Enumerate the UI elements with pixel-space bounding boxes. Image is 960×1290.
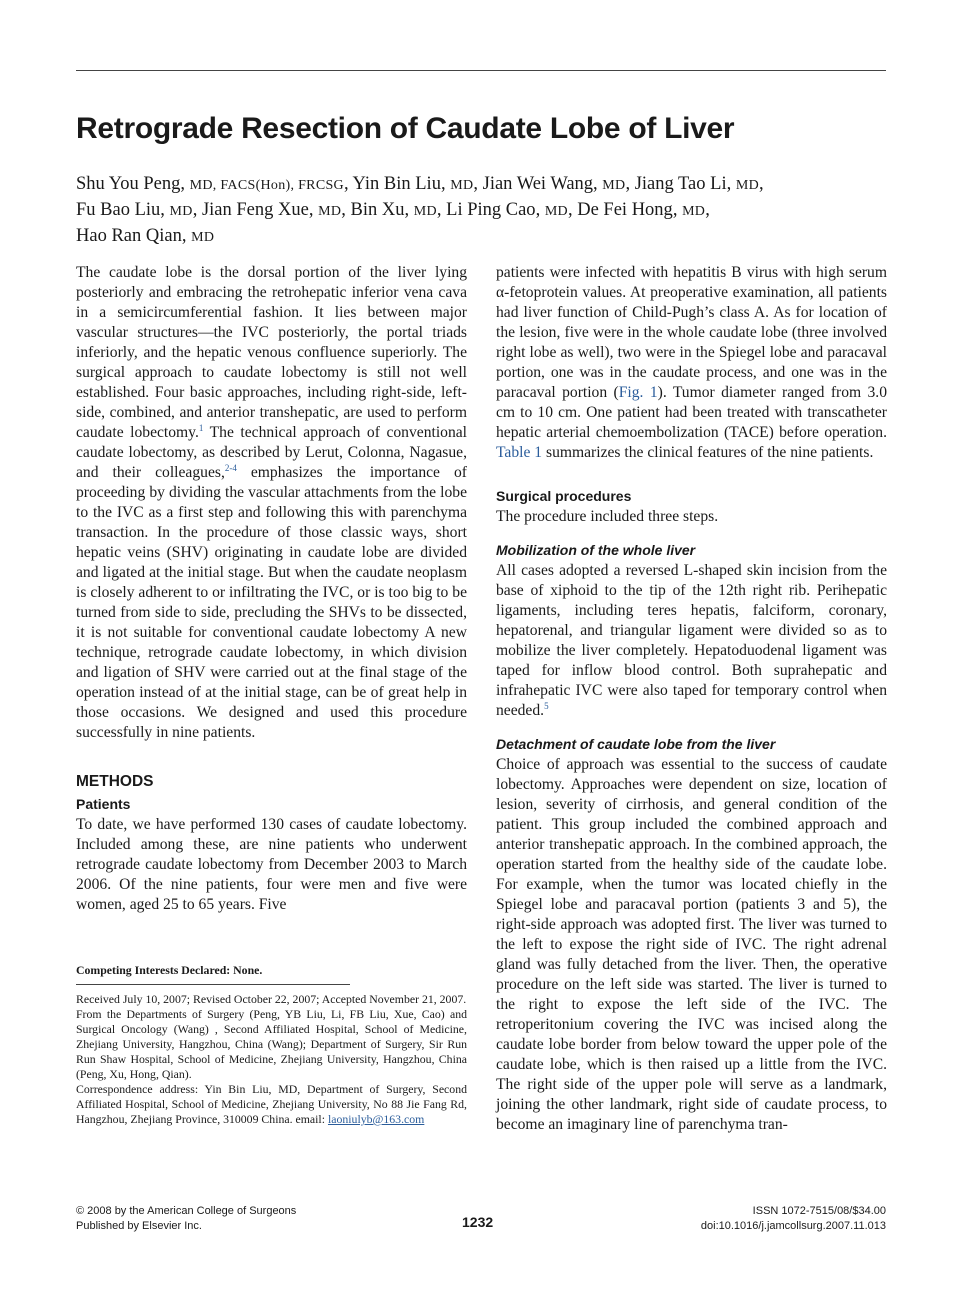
reference-1[interactable]: 1 — [198, 422, 204, 433]
author-name: Yin Bin Liu — [352, 174, 441, 194]
detachment-paragraph: Choice of approach was essential to the success of caudate lobectomy. Approaches were dependent on size, location of lesion, severity of cirrhosis, and general condition of the patient. This group included the combined approach and anterior transhepatic approach. In the combined approach, the operation started from the healthy side of the caudate lobe. For example, when the tumor was located chiefly in the Spiegel lobe and paracaval portion (patients 3 and 5), the right-side approach was adopted first. The liver was turned to the left to expose the right side of IVC. The right adrenal gland was fully detached from the liver. Then, the operative procedure on the left side was started. The liver is turned to the right to expose the left side of the IVC. The retroperitonium covering the IVC was incised along the caudate lobe border from below toward the upper pole of the caudate lobe, which is then raised up a little from the IVC. The right side of the upper pole will serve as a landmark, joining the other landmark, right side of caudate process, to become an imaginary line of parenchyma tran- — [496, 756, 887, 1133]
footnote-rule — [76, 984, 350, 985]
author-list — [76, 172, 876, 250]
author-line-1: Shu You Peng, MD, FACS(Hon), FRCSG, Yin Bin Liu, MD, Jian Wei Wang, MD, Jiang Tao Li, MD, — [76, 174, 764, 194]
author-degree: MD — [682, 204, 706, 219]
detachment-heading: Detachment of caudate lobe from the liver — [496, 736, 776, 752]
patients-heading: Patients — [76, 796, 131, 812]
doi[interactable]: doi:10.1016/j.jamcollsurg.2007.11.013 — [700, 1220, 886, 1232]
footnotes — [76, 963, 467, 1127]
right-column — [496, 263, 887, 1135]
reference-2-4[interactable]: 2-4 — [224, 462, 237, 473]
intro-text-1: The caudate lobe is the dorsal portion of the liver lying posteriorly and embracing the retrohepatic inferior vena cava in a semicircumferential fashion. It lies between major vascular structures—the IVC posteriorly, the portal triads inferiorly, and the hepatic venous confluence superiorly. The surgical approach to caudate lobectomy is still not well established. Four basic approaches, including right-side, left-side, combined, and anterior transhepatic, are used to perform caudate lobectomy. — [76, 264, 467, 441]
author-name: Jian Feng Xue — [201, 200, 309, 220]
author-degree: MD — [318, 204, 342, 219]
competing-interests: Competing Interests Declared: None. — [76, 963, 263, 977]
affiliations: From the Departments of Surgery (Peng, YB Liu, Li, FB Liu, Xue, Cao) and Surgical Oncology (Wang) , Second Affiliated Hospital, School of Medicine, Zhejiang University, Hangzhou, China (Wang); Department of Surgery, Sir Run Run Shaw Hospital, School of Medicine, Zhejiang University, Hangzhou, China (Peng, Xu, Hong, Qian). — [76, 1007, 467, 1081]
page-number: 1232 — [462, 1214, 494, 1230]
publisher: Published by Elsevier Inc. — [76, 1220, 202, 1232]
footer-right — [701, 1204, 886, 1234]
left-column — [76, 263, 467, 915]
mobilization-paragraph — [496, 561, 887, 721]
article-title: Retrograde Resection of Caudate Lobe of Liver — [76, 112, 735, 145]
author-name: Fu Bao Liu — [76, 200, 161, 220]
reference-5[interactable]: 5 — [544, 700, 549, 711]
author-name: Hao Ran Qian — [76, 226, 182, 246]
figure-1-link[interactable]: Fig. 1 — [618, 384, 658, 401]
author-name: Jiang Tao Li — [634, 174, 727, 194]
author-degree: MD — [191, 230, 215, 245]
author-name: Jian Wei Wang — [482, 174, 594, 194]
author-name: Li Ping Cao — [446, 200, 536, 220]
issn: ISSN 1072-7515/08/$34.00 — [752, 1205, 886, 1217]
intro-text-2: The technical approach of conventional caudate lobectomy, as described by Lerut, Colonna, Nagasue, and their colleagues, — [76, 424, 467, 481]
patients-text-c: summarizes the clinical features of the nine patients. — [542, 444, 874, 461]
author-degree: MD, FACS(Hon), FRCSG — [189, 178, 344, 193]
patients-text-b: ). Tumor diameter ranged from 3.0 cm to 10 cm. One patient had been treated with transcatheter hepatic arterial chemoembolization (TACE) before operation. — [496, 384, 887, 441]
top-rule — [76, 70, 886, 71]
author-name: Shu You Peng — [76, 174, 181, 194]
patients-text-a: patients were infected with hepatitis B virus with high serum α-fetoprotein values. At preoperative examination, all patients had liver function of Child-Pugh’s class A. As for location of the lesion, five were in the whole caudate lobe (three involved right lobe as well), two were in the Spiegel lobe and paracaval portion, one was in the caudate process, and one was in the paracaval portion ( — [496, 264, 887, 401]
methods-heading: METHODS — [76, 773, 154, 790]
email-link[interactable]: laoniulyb@163.com — [327, 1112, 425, 1126]
received-dates: Received July 10, 2007; Revised October 22, 2007; Accepted November 21, 2007. — [76, 992, 467, 1006]
patients-continued-paragraph — [496, 263, 887, 463]
mobilization-text: All cases adopted a reversed L-shaped skin incision from the base of xiphoid to the tip of the 12th right rib. Perihepatic ligaments, including teres hepatis, falciform, coronary, hepatorenal, and triangular ligament were divided so as to mobilize the liver completely. Hepatoduodenal ligament was taped for inflow blood control. Both suprahepatic and infrahepatic IVC were also taped for temporary control when needed. — [496, 562, 887, 719]
correspondence — [76, 1082, 467, 1127]
author-line-3: Hao Ran Qian, MD — [76, 226, 215, 246]
author-degree: MD — [544, 204, 568, 219]
author-degree: MD — [602, 178, 626, 193]
mobilization-heading: Mobilization of the whole liver — [496, 542, 696, 558]
author-degree: MD — [413, 204, 437, 219]
footer-left — [76, 1204, 296, 1234]
author-degree: MD — [450, 178, 474, 193]
author-degree: MD — [735, 178, 760, 193]
author-degree: MD — [169, 204, 193, 219]
table-1-link[interactable]: Table 1 — [496, 444, 543, 461]
author-name: Bin Xu — [350, 200, 405, 220]
correspondence-text: Correspondence address: Yin Bin Liu, MD, Department of Surgery, Second Affiliated Hospital, School of Medicine, Zhejiang University, No 88 Jie Fang Rd, Hangzhou, Zhejiang Province, 310009 China. email: — [76, 1082, 467, 1126]
copyright: © 2008 by the American College of Surgeons — [76, 1205, 297, 1217]
intro-text-3: emphasizes the importance of proceeding by dividing the vascular attachments from the lobe to the IVC as a first step and following this with parenchyma transaction. In the procedure of those classic ways, short hepatic veins (SHV) originating in caudate lobe are divided and ligated at the initial stage. But when the caudate neoplasm is closely adherent to or infiltrating the IVC, or is too big to be turned from side to side, precluding the SHVs to be dissected, it is not suitable for conventional caudate lobectomy A new technique, retrograde caudate lobectomy, in which division and ligation of SHV were carried out at the final stage of the operation instead of at the initial stage, can be of great help in those occasions. We designed and used this procedure successfully in nine patients. — [76, 464, 467, 741]
author-line-2: Fu Bao Liu, MD, Jian Feng Xue, MD, Bin Xu, MD, Li Ping Cao, MD, De Fei Hong, MD, — [76, 200, 710, 220]
surgical-procedures-heading: Surgical procedures — [496, 488, 632, 504]
intro-paragraph — [76, 263, 467, 743]
surgical-procedures-paragraph: The procedure included three steps. — [496, 508, 719, 525]
patients-paragraph: To date, we have performed 130 cases of caudate lobectomy. Included among these, are nine patients who underwent retrograde caudate lobectomy from December 2003 to March 2006. Of the nine patients, four were men and five were women, aged 25 to 65 years. Five — [76, 816, 467, 913]
author-name: De Fei Hong — [577, 200, 673, 220]
